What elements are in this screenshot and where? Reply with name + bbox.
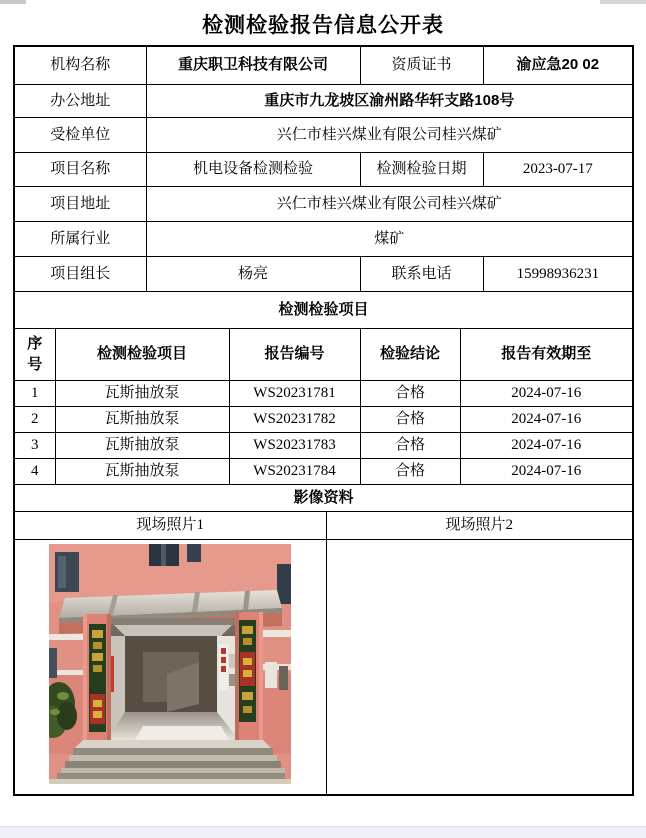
item-valid-until: 2024-07-16 (460, 433, 633, 459)
window-chrome-top-right (600, 0, 646, 4)
info-row-inspected (14, 118, 633, 153)
item-row-4 (14, 459, 633, 485)
item-conclusion: 合格 (360, 407, 460, 433)
project-leader-value: 杨亮 (146, 257, 360, 292)
items-header-row (14, 329, 633, 381)
info-row-site (14, 187, 633, 222)
item-name: 瓦斯抽放泵 (55, 459, 229, 485)
item-name: 瓦斯抽放泵 (55, 381, 229, 407)
inspected-unit-value: 兴仁市桂兴煤业有限公司桂兴煤矿 (146, 118, 633, 153)
item-report-no: WS20231783 (229, 433, 360, 459)
project-leader-label: 项目组长 (14, 257, 146, 292)
phone-label: 联系电话 (360, 257, 483, 292)
item-seq: 4 (14, 459, 55, 485)
site-photo-1 (49, 544, 291, 784)
col-header-valid-until: 报告有效期至 (460, 329, 633, 381)
office-address-value: 重庆市九龙坡区渝州路华轩支路108号 (146, 85, 633, 118)
org-name-label: 机构名称 (14, 46, 146, 85)
col-header-seq-line1: 序 (27, 335, 43, 353)
item-report-no: WS20231784 (229, 459, 360, 485)
industry-value: 煤矿 (146, 222, 633, 257)
cert-label: 资质证书 (360, 46, 483, 85)
project-name-label: 项目名称 (14, 153, 146, 187)
info-row-project (14, 153, 633, 187)
col-header-seq (14, 329, 55, 381)
info-row-leader (14, 257, 633, 292)
page-title-bold-part: 公开表 (378, 14, 444, 37)
item-name: 瓦斯抽放泵 (55, 433, 229, 459)
item-report-no: WS20231781 (229, 381, 360, 407)
item-valid-until: 2024-07-16 (460, 407, 633, 433)
info-row-org (14, 46, 633, 85)
item-seq: 1 (14, 381, 55, 407)
window-chrome-top-left (0, 0, 26, 4)
photo1-label: 现场照片1 (14, 512, 326, 540)
page-title-normal-part: 检测检验报告信息 (202, 13, 378, 37)
photo-row (14, 540, 633, 796)
photo2-label: 现场照片2 (326, 512, 633, 540)
project-address-label: 项目地址 (14, 187, 146, 222)
item-valid-until: 2024-07-16 (460, 459, 633, 485)
office-address-label: 办公地址 (14, 85, 146, 118)
items-section-header-row (14, 292, 633, 329)
inspection-date-label: 检测检验日期 (360, 153, 483, 187)
item-report-no: WS20231782 (229, 407, 360, 433)
col-header-conclusion: 检验结论 (360, 329, 460, 381)
item-valid-until: 2024-07-16 (460, 381, 633, 407)
inspection-date-value: 2023-07-17 (483, 153, 633, 187)
col-header-item: 检测检验项目 (55, 329, 229, 381)
photo-labels-row (14, 512, 633, 540)
item-conclusion: 合格 (360, 381, 460, 407)
inspected-unit-label: 受检单位 (14, 118, 146, 153)
col-header-seq-line2: 号 (27, 355, 43, 373)
items-section-title: 检测检验项目 (14, 292, 633, 329)
item-seq: 3 (14, 433, 55, 459)
item-row-1 (14, 381, 633, 407)
item-name: 瓦斯抽放泵 (55, 407, 229, 433)
industry-label: 所属行业 (14, 222, 146, 257)
project-address-value: 兴仁市桂兴煤业有限公司桂兴煤矿 (146, 187, 633, 222)
photo2-empty-cell (326, 540, 633, 796)
item-conclusion: 合格 (360, 459, 460, 485)
phone-value: 15998936231 (483, 257, 633, 292)
item-row-2 (14, 407, 633, 433)
info-row-office (14, 85, 633, 118)
cert-value: 渝应急20 02 (483, 46, 633, 85)
media-section-title: 影像资料 (14, 485, 633, 512)
item-row-3 (14, 433, 633, 459)
report-table (13, 45, 634, 796)
building-entrance-photo (49, 544, 291, 784)
org-name-value: 重庆职卫科技有限公司 (146, 46, 360, 85)
item-conclusion: 合格 (360, 433, 460, 459)
photo1-cell (14, 540, 326, 796)
item-seq: 2 (14, 407, 55, 433)
info-row-industry (14, 222, 633, 257)
media-section-header-row (14, 485, 633, 512)
project-name-value: 机电设备检测检验 (146, 153, 360, 187)
page-title (0, 9, 646, 39)
col-header-report-no: 报告编号 (229, 329, 360, 381)
window-chrome-bottom (0, 826, 646, 838)
